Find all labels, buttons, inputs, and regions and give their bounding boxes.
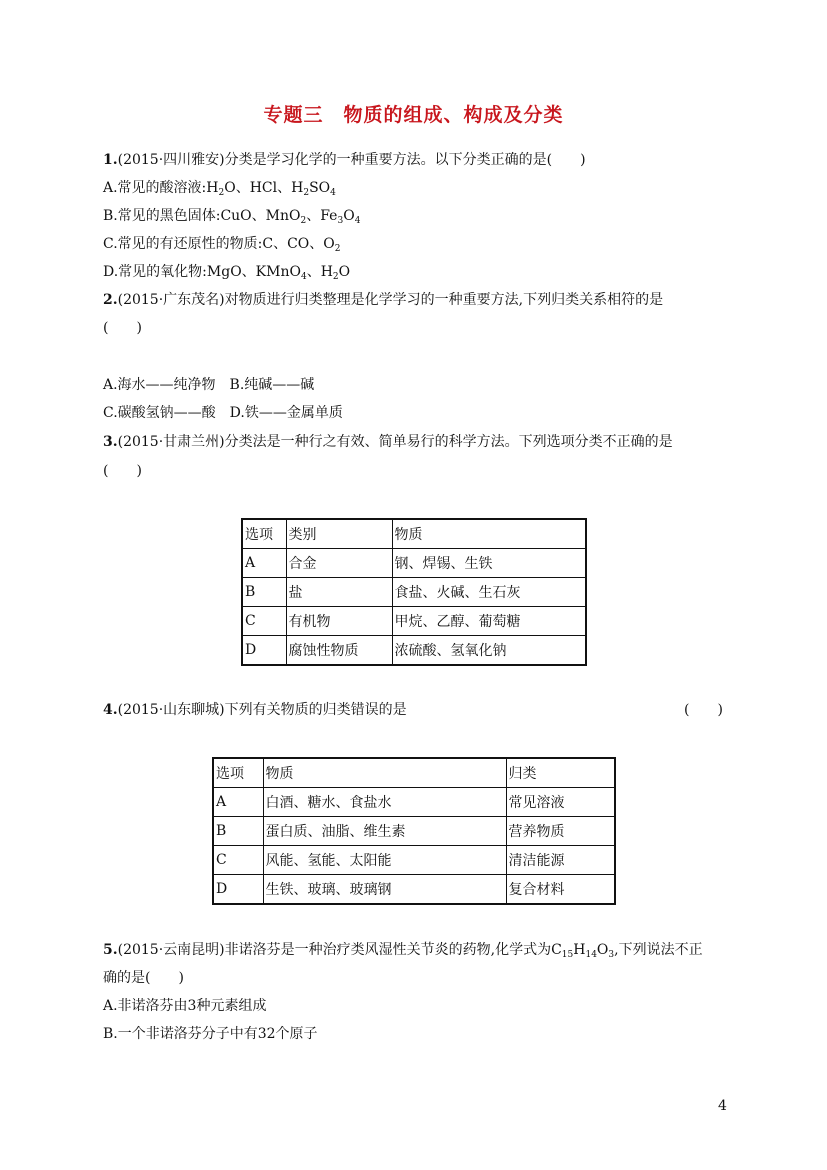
table-cell: 蛋白质、油脂、维生素 [263, 817, 506, 846]
table-cell: 合金 [286, 549, 392, 578]
question-4-answer-blank: ( ) [684, 702, 723, 718]
question-text: (2015·甘肃兰州)分类法是一种行之有效、简单易行的科学方法。下列选项分类不正确的是 [117, 434, 673, 450]
table-cell: 物质 [263, 758, 506, 788]
table-row [242, 549, 586, 578]
table-cell: B [213, 817, 263, 846]
table-cell: C [242, 607, 286, 636]
table-cell: 风能、氢能、太阳能 [263, 846, 506, 875]
table-row [213, 875, 615, 905]
question-3-stem [103, 432, 673, 452]
question-text: (2015·广东茂名)对物质进行归类整理是化学学习的一种重要方法,下列归类关系相符的是 [117, 292, 664, 308]
table-row [213, 788, 615, 817]
question-1-option-b: B.常见的黑色固体:CuO、MnO$_2$、$Fe_3O_4$ [103, 208, 361, 226]
table-cell: 甲烷、乙醇、葡萄糖 [392, 607, 586, 636]
page-title: 专题三 物质的组成、构成及分类 [263, 104, 564, 126]
question-5-stem [103, 940, 703, 960]
table-row [213, 758, 615, 788]
table-cell: 营养物质 [506, 817, 615, 846]
question-text: (2015·云南昆明)非诺洛芬是一种治疗类风湿性关节炎的药物,化学式为$C_{15}H_{14}O_3$,下列说法不正 [117, 942, 703, 960]
question-2-options-row-2: C.碳酸氢钠——酸 D.铁——金属单质 [103, 405, 343, 421]
question-2-options-row-1: A.海水——纯净物 B.纯碱——碱 [103, 377, 315, 393]
question-2-stem [103, 290, 663, 310]
question-5-stem-continued: 确的是( ) [103, 970, 184, 986]
table-cell: C [213, 846, 263, 875]
table-cell: 物质 [392, 519, 586, 549]
table-cell: 有机物 [286, 607, 392, 636]
question-3-answer-blank: ( ) [103, 463, 142, 479]
table-cell: D [242, 636, 286, 666]
table-row [242, 607, 586, 636]
question-3-table [241, 518, 587, 666]
page-number: 4 [718, 1098, 727, 1114]
question-5-option-a: A.非诺洛芬由3种元素组成 [103, 998, 267, 1014]
table-cell: 复合材料 [506, 875, 615, 905]
question-1-stem [103, 150, 586, 170]
table-cell: D [213, 875, 263, 905]
table-cell: 类别 [286, 519, 392, 549]
table-cell: B [242, 578, 286, 607]
question-2-answer-blank: ( ) [103, 320, 142, 336]
question-number: 1. [103, 152, 118, 168]
table-cell: A [242, 549, 286, 578]
table-cell: 白酒、糖水、食盐水 [263, 788, 506, 817]
table-cell: 盐 [286, 578, 392, 607]
question-text: (2015·四川雅安)分类是学习化学的一种重要方法。以下分类正确的是( ) [117, 152, 586, 168]
table-cell: 清洁能源 [506, 846, 615, 875]
question-1-option-c: C.常见的有还原性的物质:C、CO、$O_2$ [103, 236, 341, 254]
question-number: 4. [103, 702, 118, 718]
question-5-option-b: B.一个非诺洛芬分子中有32个原子 [103, 1026, 318, 1042]
table-cell: 选项 [242, 519, 286, 549]
table-row [242, 636, 586, 666]
table-row [213, 817, 615, 846]
question-number: 5. [103, 942, 118, 958]
table-row [242, 519, 586, 549]
table-cell: 食盐、火碱、生石灰 [392, 578, 586, 607]
question-4-table [212, 757, 616, 905]
question-text: (2015·山东聊城)下列有关物质的归类错误的是 [117, 702, 407, 718]
question-number: 2. [103, 292, 118, 308]
question-1-option-d: D.常见的氧化物:MgO、KMnO$_4$、$H_2O$ [103, 264, 351, 282]
table-cell: 生铁、玻璃、玻璃钢 [263, 875, 506, 905]
table-cell: 浓硫酸、氢氧化钠 [392, 636, 586, 666]
table-cell: 选项 [213, 758, 263, 788]
table-cell: 归类 [506, 758, 615, 788]
table-cell: 钢、焊锡、生铁 [392, 549, 586, 578]
question-1-option-a: A.常见的酸溶液$:H_2O$、HCl、$H_2SO_4$ [103, 180, 336, 198]
table-row [213, 846, 615, 875]
table-row [242, 578, 586, 607]
table-cell: A [213, 788, 263, 817]
table-cell: 常见溶液 [506, 788, 615, 817]
question-number: 3. [103, 434, 118, 450]
table-cell: 腐蚀性物质 [286, 636, 392, 666]
question-4-stem [103, 700, 407, 720]
